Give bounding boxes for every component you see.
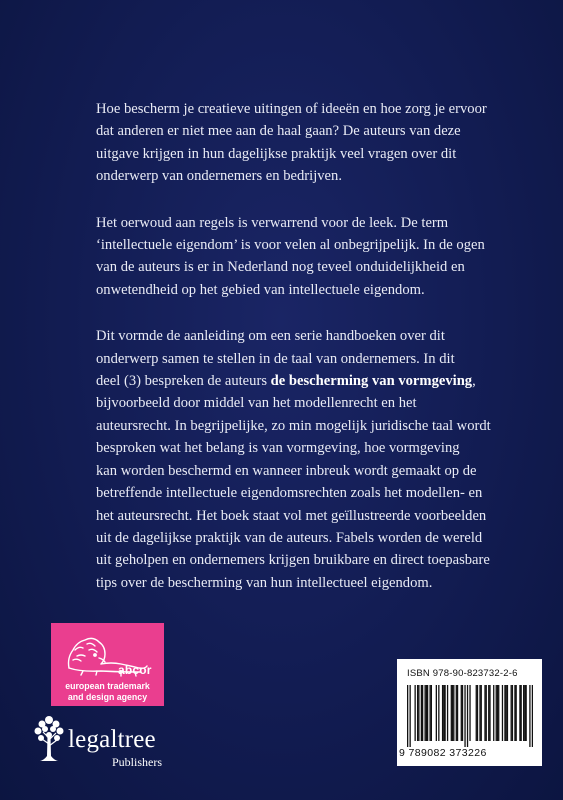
barcode-bar [529, 685, 530, 747]
paragraph-1 [96, 98, 516, 188]
isbn-label: ISBN 978-90-823732-2-6 [407, 668, 518, 679]
barcode-bar [489, 685, 490, 741]
barcode [407, 685, 533, 747]
text-line: besproken wat het belang is van vormgeving, hoe vormgeving [96, 440, 460, 457]
barcode-bar [443, 685, 444, 741]
barcode-digits: 9 789082 373226 [399, 747, 487, 759]
barcode-bar [507, 685, 508, 741]
barcode-bar [461, 685, 462, 741]
barcode-bar [484, 685, 485, 741]
barcode-bar [456, 685, 457, 741]
barcode-bar [497, 685, 498, 741]
text-line-with-emphasis [96, 370, 516, 392]
text-line: bijvoorbeeld door middel van het modellenrecht en het [96, 395, 417, 412]
barcode-bar [452, 685, 453, 741]
barcode-bar [418, 685, 419, 741]
barcode-bar [514, 685, 515, 741]
barcode-bar [438, 685, 439, 741]
barcode-bar [498, 685, 499, 741]
barcode-bar [429, 685, 430, 741]
barcode-bar [444, 685, 445, 741]
barcode-bar [467, 685, 468, 747]
barcode-bar [442, 685, 443, 741]
barcode-bar [457, 685, 458, 741]
barcode-bar [427, 685, 428, 741]
text-line: auteursrecht. In begrijpelijke, zo min mogelijk juridische taal wordt [96, 417, 491, 434]
barcode-bar [469, 685, 470, 741]
back-cover-blurb [96, 98, 516, 618]
text-line: Dit vormde de aanleiding om een serie handboeken over dit [96, 328, 445, 345]
barcode-bar [512, 685, 513, 741]
barcode-bar [462, 685, 463, 741]
abcor-brand-name: abcor [118, 663, 152, 677]
paragraph-2 [96, 212, 516, 302]
barcode-bar [516, 685, 517, 741]
barcode-bar [532, 685, 533, 747]
paragraph-3 [96, 325, 516, 594]
text-line: onderwerp samen te stellen in de taal van ondernemers. In dit [96, 350, 455, 367]
text-line: Hoe bescherm je creatieve uitingen of ideeën en hoe zorg je ervoor [96, 101, 487, 117]
text-line: tips over de bescherming van hun intellectueel eigendom. [96, 574, 433, 591]
barcode-bar [414, 685, 415, 741]
barcode-bar [481, 685, 482, 741]
text-line: kan worden beschermd en wanneer inbreuk wordt gemaakt op de [96, 462, 477, 479]
text-segment: , [472, 373, 476, 390]
legaltree-name: legaltree [68, 726, 156, 753]
barcode-bar [464, 685, 465, 747]
tree-icon [32, 712, 66, 771]
barcode-bar [479, 685, 480, 741]
text-segment: deel (3) bespreken de auteurs [96, 373, 271, 390]
barcode-bar [421, 685, 422, 741]
abcor-tagline: european trademark [65, 681, 150, 691]
text-line: van de auteurs is er in Nederland nog teveel onduidelijkheid en [96, 259, 465, 276]
text-line: uit de dagelijkse praktijk van de auteurs. Fabels worden de wereld [96, 529, 483, 546]
legaltree-logo [32, 712, 182, 772]
text-line: uit geholpen en ondernemers krijgen bruikbare en direct toepasbare [96, 552, 490, 569]
text-line: het auteursrecht. Het boek staat vol met geïllustreerde voorbeelden [96, 507, 487, 524]
text-line: Het oerwoud aan regels is verwarrend voor de leek. De term [96, 214, 449, 231]
barcode-bar [502, 685, 503, 741]
barcode-bar [506, 685, 507, 741]
text-line: onderwerp van ondernemers en bedrijven. [96, 168, 342, 185]
barcode-bar [410, 685, 411, 747]
text-line: betreffende intellectuele eigendomsrechten zoals het modellen- en [96, 485, 483, 502]
abcor-tagline: and design agency [67, 692, 148, 702]
legaltree-subtitle: Publishers [112, 755, 163, 769]
text-line: onwetendheid op het gebied van intellectuele eigendom. [96, 281, 425, 298]
abcor-logo [51, 623, 164, 706]
barcode-bar [447, 685, 448, 741]
barcode-bar [524, 685, 525, 741]
isbn-barcode [397, 659, 542, 766]
text-line: dat anderen er niet mee aan de haal gaan? De auteurs van deze [96, 123, 461, 140]
barcode-bar [426, 685, 427, 741]
barcode-bar [424, 685, 425, 741]
barcode-bar [431, 685, 432, 741]
emphasis-text: de bescherming van vormgeving [270, 373, 473, 390]
barcode-bar [436, 685, 437, 741]
barcode-bar [523, 685, 524, 741]
barcode-bar [422, 685, 423, 741]
text-line: uitgave krijgen in hun dagelijkse praktijk veel vragen over dit [96, 145, 457, 162]
barcode-bar [496, 685, 497, 741]
barcode-bar [451, 685, 452, 741]
barcode-bar [519, 685, 520, 741]
barcode-bar [417, 685, 418, 741]
barcode-bar [504, 685, 505, 741]
barcode-bar [488, 685, 489, 741]
barcode-bar [493, 685, 494, 741]
text-line: ‘intellectuele eigendom’ is voor velen al onbegrijpelijk. In de ogen [96, 237, 485, 254]
barcode-bar [521, 685, 522, 741]
barcode-bar [511, 685, 512, 741]
barcode-bar [476, 685, 477, 741]
barcode-bar [477, 685, 478, 741]
barcode-bar [407, 685, 408, 747]
barcode-bar [453, 685, 454, 741]
barcode-bar [486, 685, 487, 741]
barcode-bar [526, 685, 527, 741]
